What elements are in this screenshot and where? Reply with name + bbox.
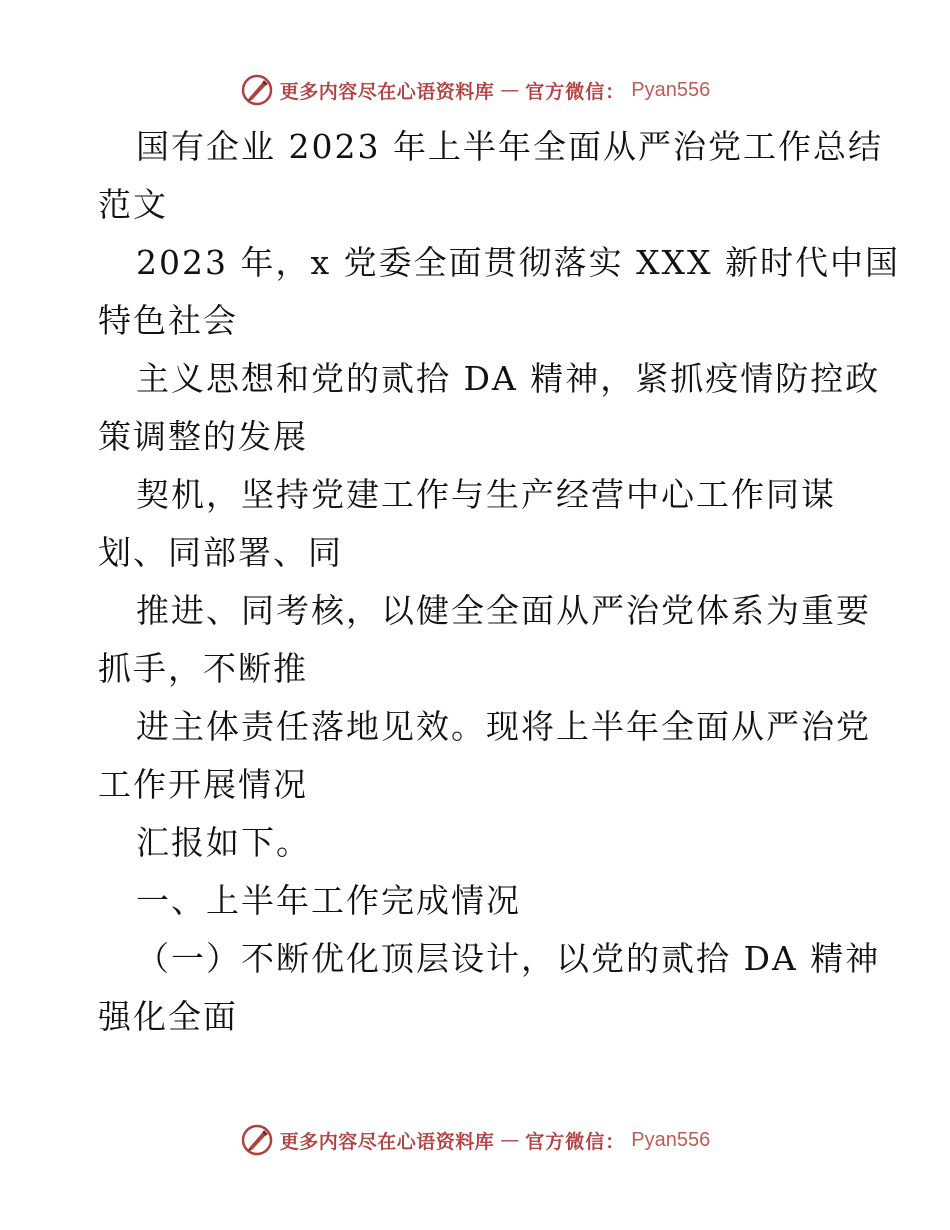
banner-separator: — xyxy=(500,1129,520,1151)
doc-line: 策调整的发展 xyxy=(98,417,308,456)
doc-line: 强化全面 xyxy=(98,997,238,1036)
subsection-heading: （一）不断优化顶层设计，以党的贰拾 DA 精神 xyxy=(136,939,881,978)
doc-line: 主义思想和党的贰拾 DA 精神，紧抓疫情防控政 xyxy=(136,359,881,398)
banner-separator: — xyxy=(500,79,520,101)
doc-line: 划、同部署、同 xyxy=(98,533,343,572)
banner-brand-text: 更多内容尽在心语资料库 xyxy=(279,80,495,103)
document-body xyxy=(98,118,901,1046)
section-heading: 一、上半年工作完成情况 xyxy=(136,881,521,920)
pen-logo-icon xyxy=(240,1123,274,1157)
header-watermark-banner xyxy=(0,70,950,110)
doc-line: 抓手，不断推 xyxy=(98,649,308,688)
doc-line: 范文 xyxy=(98,185,168,224)
doc-line: 进主体责任落地见效。现将上半年全面从严治党 xyxy=(136,707,871,746)
doc-line: 契机，坚持党建工作与生产经营中心工作同谋 xyxy=(136,475,836,514)
doc-line: 国有企业 2023 年上半年全面从严治党工作总结 xyxy=(136,127,883,166)
doc-line: 2023 年，x 党委全面贯彻落实 XXX 新时代中国 xyxy=(136,243,901,282)
pen-logo-icon xyxy=(240,73,274,107)
doc-line: 特色社会 xyxy=(98,301,238,340)
doc-line: 汇报如下。 xyxy=(136,823,311,862)
doc-line: 推进、同考核，以健全全面从严治党体系为重要 xyxy=(136,591,871,630)
doc-line: 工作开展情况 xyxy=(98,765,308,804)
banner-wechat-id: Pyan556 xyxy=(631,1128,711,1151)
banner-wechat-label: 官方微信： xyxy=(525,80,626,103)
banner-wechat-label: 官方微信： xyxy=(525,1130,626,1153)
footer-watermark-banner xyxy=(0,1120,950,1160)
banner-brand-text: 更多内容尽在心语资料库 xyxy=(279,1130,495,1153)
banner-wechat-id: Pyan556 xyxy=(631,78,711,101)
